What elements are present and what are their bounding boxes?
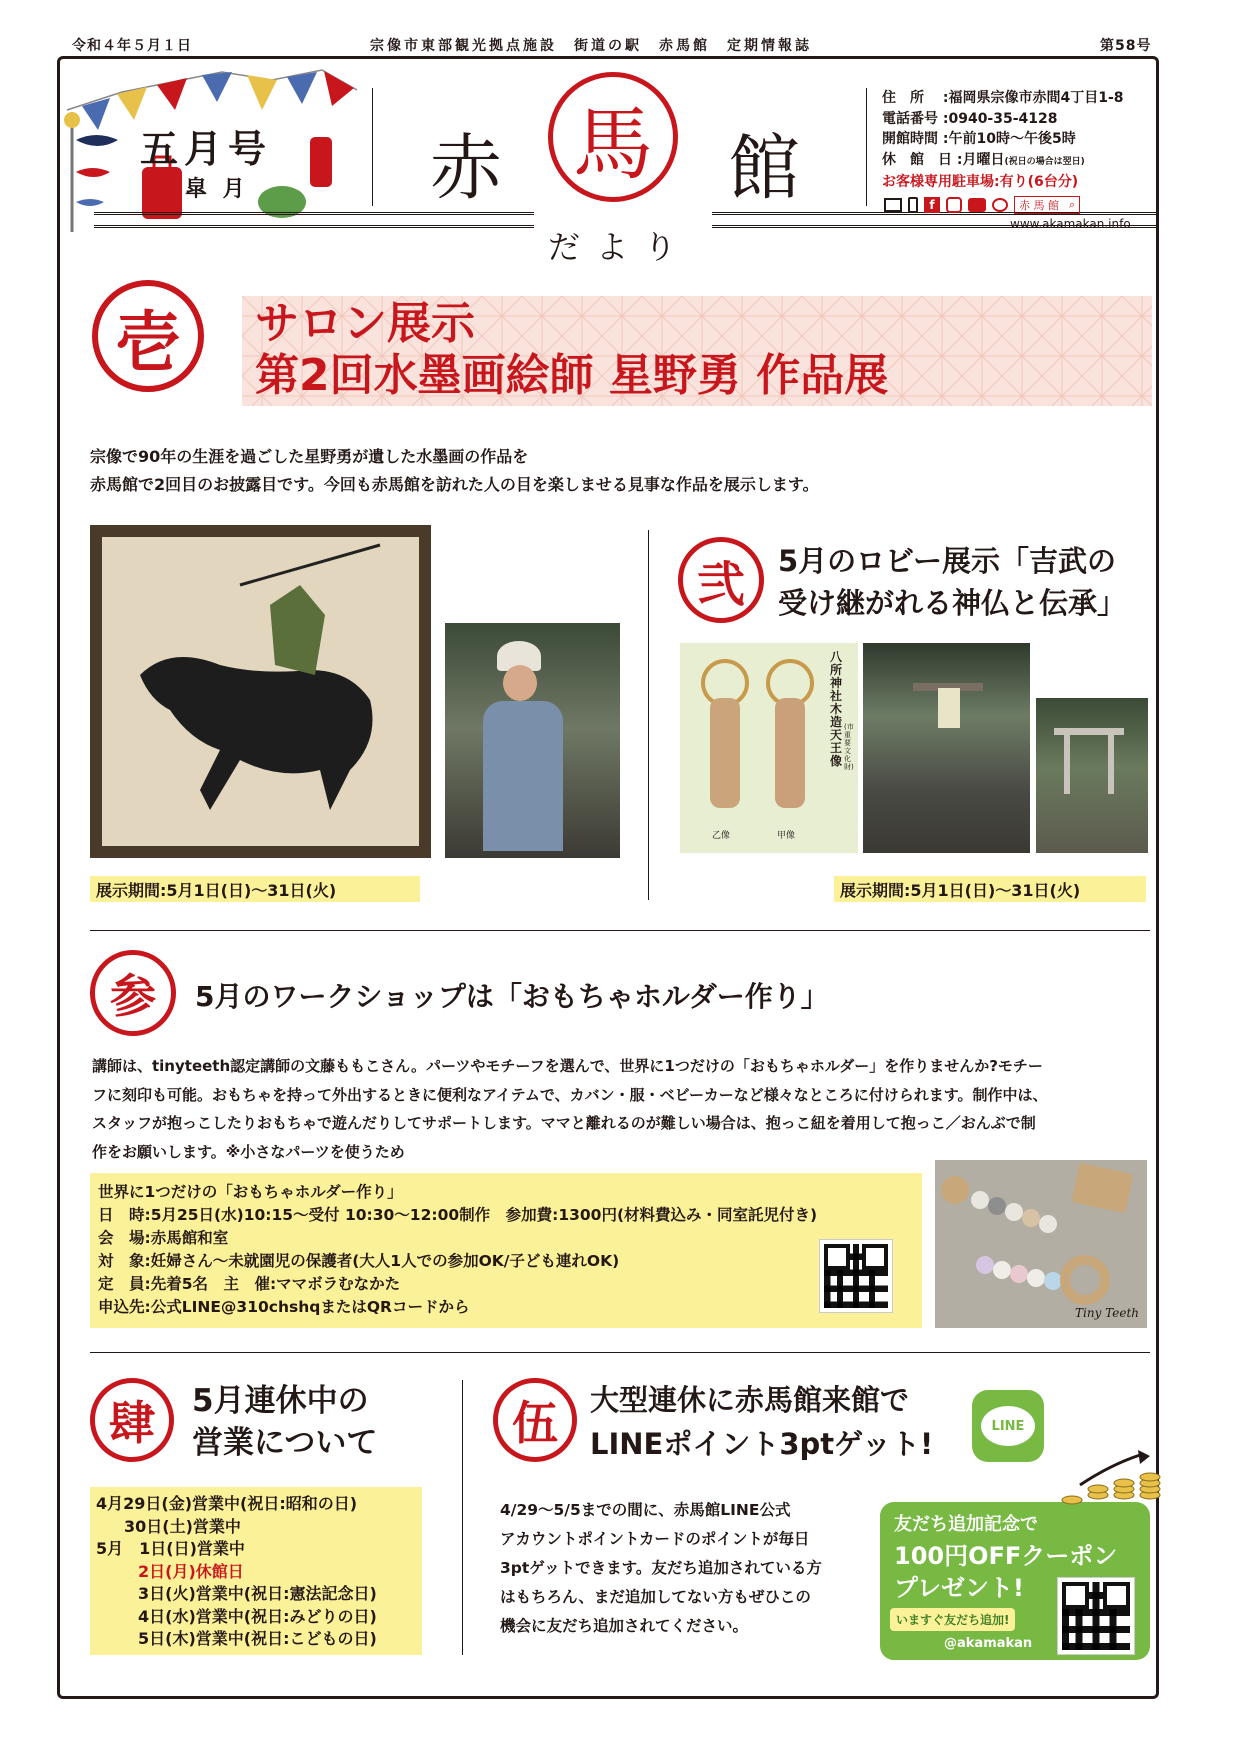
schedule-row: 5月 1日(日)営業中 xyxy=(96,1539,245,1558)
closed-days-text: 休 館 日 :月曜日 xyxy=(882,151,1005,168)
add-friend-button[interactable]: いますぐ友だち追加! xyxy=(890,1608,1015,1631)
torii-post xyxy=(1108,734,1114,794)
section5-body-line: 3ptゲットできます。友だち追加されている方 xyxy=(500,1559,822,1577)
section3-title: 5月のワークショップは「おもちゃホルダー作り」 xyxy=(195,980,829,1013)
title-char-center-seal: 馬 xyxy=(548,72,678,202)
section5-body-line: 4/29～5/5までの間に、赤馬館LINE公式 xyxy=(500,1501,791,1519)
line-qr-code[interactable] xyxy=(1058,1578,1134,1654)
laptop-icon[interactable] xyxy=(884,198,902,212)
issue-number: 第58号 xyxy=(1100,38,1152,54)
statue-label-a: 乙像 xyxy=(712,831,731,841)
section-badge: 伍 xyxy=(493,1378,577,1462)
closed-days-note: (祝日の場合は翌日) xyxy=(1004,156,1085,167)
section2-title-line1: 5月のロビー展示「吉武の xyxy=(778,544,1117,578)
website-url[interactable]: www.akamakan.info xyxy=(1010,217,1131,231)
section5-title xyxy=(590,1378,933,1466)
month-old-name: 皐 月 xyxy=(185,177,249,202)
horse-warrior-image xyxy=(90,525,431,858)
issue-date: 令和４年５月１日 xyxy=(72,38,192,54)
title-char-right: 館 xyxy=(728,126,801,210)
divider xyxy=(372,88,373,206)
coupon-heading: 友だち追加記念で xyxy=(894,1514,1038,1535)
parking: お客様専用駐車場:有り(6台分) xyxy=(882,174,1079,190)
toy-holder-photo xyxy=(935,1160,1147,1328)
section5-body-line: 機会に友だち追加されてください。 xyxy=(500,1617,749,1635)
schedule-row: 3日(火)営業中(祝日:憲法記念日) xyxy=(138,1584,377,1603)
schedule-row: 4月29日(金)営業中(祝日:昭和の日) xyxy=(96,1494,358,1513)
section4-title-line1: 5月連休中の xyxy=(192,1383,369,1419)
divider xyxy=(90,930,1150,931)
shrine-gate-photo xyxy=(1036,698,1148,853)
statue-photo xyxy=(680,643,858,853)
facility-info xyxy=(882,88,1124,193)
closed-days xyxy=(882,150,1124,173)
toy-brand-mark: Tiny Teeth xyxy=(1075,1306,1139,1320)
section3-body-line: 作をお願いします。※小さなパーツを使うため xyxy=(92,1142,405,1161)
artist-photo xyxy=(445,623,620,858)
section3-body-line: フに刻印も可能。おもちゃを持って外出するときに便利なアイテムで、カバン・服・ベビーカーなど様々なところに付けられます。制作中は、 xyxy=(92,1085,1048,1104)
section-badge: 壱 xyxy=(92,280,204,392)
workshop-qr-code[interactable] xyxy=(820,1240,892,1312)
statue-caption: 八所神社木造天王像 xyxy=(830,650,843,768)
section1-title xyxy=(255,298,888,402)
painting-photo xyxy=(90,525,431,858)
toy-holder-illustration xyxy=(935,1160,1147,1328)
search-icon: ⌕ xyxy=(1069,198,1076,211)
section3-body xyxy=(92,1052,1152,1166)
masthead-subtitle: だより xyxy=(548,228,693,266)
line-logo-text: LINE xyxy=(981,1406,1035,1446)
holiday-schedule xyxy=(90,1487,422,1655)
section1-title-line2: 第2回水墨画絵師 星野勇 作品展 xyxy=(255,350,889,401)
section5-body-line: はもちろん、まだ追加してない方もぜひこの xyxy=(500,1588,811,1606)
section-badge: 参 xyxy=(90,950,176,1036)
section1-body xyxy=(90,443,819,499)
section5-body-line: アカウントポイントカードのポイントが毎日 xyxy=(500,1530,810,1548)
light-shape xyxy=(938,688,960,728)
hours: 開館時間 :午前10時～午後5時 xyxy=(882,131,1076,147)
shrine-stairs-photo xyxy=(863,643,1030,853)
youtube-icon[interactable] xyxy=(968,198,986,212)
coin-stack-icon xyxy=(1060,1450,1170,1512)
section-badge: 弐 xyxy=(678,537,764,623)
statue-label-b: 甲像 xyxy=(777,831,796,841)
schedule-row: 5日(木)営業中(祝日:こどもの日) xyxy=(138,1629,377,1648)
section2-title xyxy=(778,540,1126,624)
phone: 電話番号 :0940-35-4128 xyxy=(882,110,1058,127)
section2-title-line2: 受け継がれる神仏と伝承」 xyxy=(778,586,1127,620)
section5-title-line1: 大型連休に赤馬館来館で xyxy=(590,1383,910,1417)
statue-caption-note: (市重要文化財) xyxy=(844,723,854,771)
publication-description: 宗像市東部観光拠点施設 街道の駅 赤馬館 定期情報誌 xyxy=(370,38,812,54)
body-shape xyxy=(483,701,563,851)
rule-left xyxy=(94,212,534,228)
section3-body-line: 講師は、tinyteeth認定講師の文藤ももこさん。パーツやモチーフを選んで、世界に1つだけの「おもちゃホルダー」を作りませんか?モチー xyxy=(92,1057,1043,1075)
workshop-detail-line: 世界に1つだけの「おもちゃホルダー作り」 xyxy=(98,1183,403,1201)
workshop-detail-line: 申込先:公式LINE@310chshqまたはQRコードから xyxy=(98,1298,470,1316)
workshop-detail-line: 対 象:妊婦さん～未就園児の保護者(大人1人での参加OK/子ども連れOK) xyxy=(98,1252,620,1270)
section5-title-line2: LINEポイント3ptゲット! xyxy=(590,1427,934,1461)
schedule-row-closed: 2日(月)休館日 xyxy=(138,1561,244,1581)
workshop-detail-line: 日 時:5月25日(水)10:15～受付 10:30～12:00制作 参加費:1300円(材料費込み・同室託児付き) xyxy=(98,1206,818,1224)
line-handle: @akamakan xyxy=(944,1636,1033,1651)
section-badge: 肆 xyxy=(90,1378,174,1462)
divider xyxy=(90,1352,1150,1353)
workshop-detail-line: 会 場:赤馬館和室 xyxy=(98,1229,229,1247)
divider xyxy=(648,530,649,900)
line-icon[interactable] xyxy=(992,198,1008,212)
site-search-box[interactable] xyxy=(1014,196,1080,214)
workshop-details-box xyxy=(90,1173,922,1328)
site-search-label: 赤 馬 館 xyxy=(1019,199,1059,212)
instagram-icon[interactable] xyxy=(946,197,962,213)
face-shape xyxy=(503,665,537,701)
divider xyxy=(866,88,867,206)
section4-title xyxy=(192,1380,377,1464)
phone-icon[interactable] xyxy=(908,197,918,213)
section1-period: 展示期間:5月1日(日)～31日(火) xyxy=(90,876,420,902)
coupon-present: プレゼント! xyxy=(894,1574,1024,1602)
social-links xyxy=(884,196,1080,214)
line-app-icon[interactable] xyxy=(972,1390,1044,1462)
section2-period: 展示期間:5月1日(日)～31日(火) xyxy=(834,876,1146,902)
coupon-offer: 100円OFFクーポン xyxy=(894,1542,1118,1570)
month-label: 五月号 xyxy=(140,127,273,171)
address: 住 所 :福岡県宗像市赤間4丁目1-8 xyxy=(882,90,1124,106)
schedule-row: 4日(水)営業中(祝日:みどりの日) xyxy=(138,1606,377,1626)
workshop-detail-line: 定 員:先着5名 主 催:ママボラむなかた xyxy=(98,1275,401,1293)
section1-body-line: 宗像で90年の生涯を過ごした星野勇が遺した水墨画の作品を xyxy=(90,447,529,466)
title-char-left: 赤 xyxy=(430,126,503,210)
divider xyxy=(462,1380,463,1655)
facebook-icon[interactable]: f xyxy=(924,197,940,213)
section4-title-line2: 営業について xyxy=(192,1425,378,1461)
section5-body xyxy=(500,1496,822,1641)
torii-post xyxy=(1064,734,1070,794)
section1-title-line1: サロン展示 xyxy=(255,298,475,349)
section3-body-line: スタッフが抱っこしたりおもちゃで遊んだりしてサポートします。ママと離れるのが難しい場合は、抱っこ紐を着用して抱っこ／おんぶで制 xyxy=(92,1114,1036,1132)
section1-body-line: 赤馬館で2回目のお披露目です。今回も赤馬館を訪れた人の目を楽しませる見事な作品を展示します。 xyxy=(90,475,819,494)
coupon-card[interactable] xyxy=(880,1502,1150,1660)
schedule-row: 30日(土)営業中 xyxy=(124,1516,241,1536)
